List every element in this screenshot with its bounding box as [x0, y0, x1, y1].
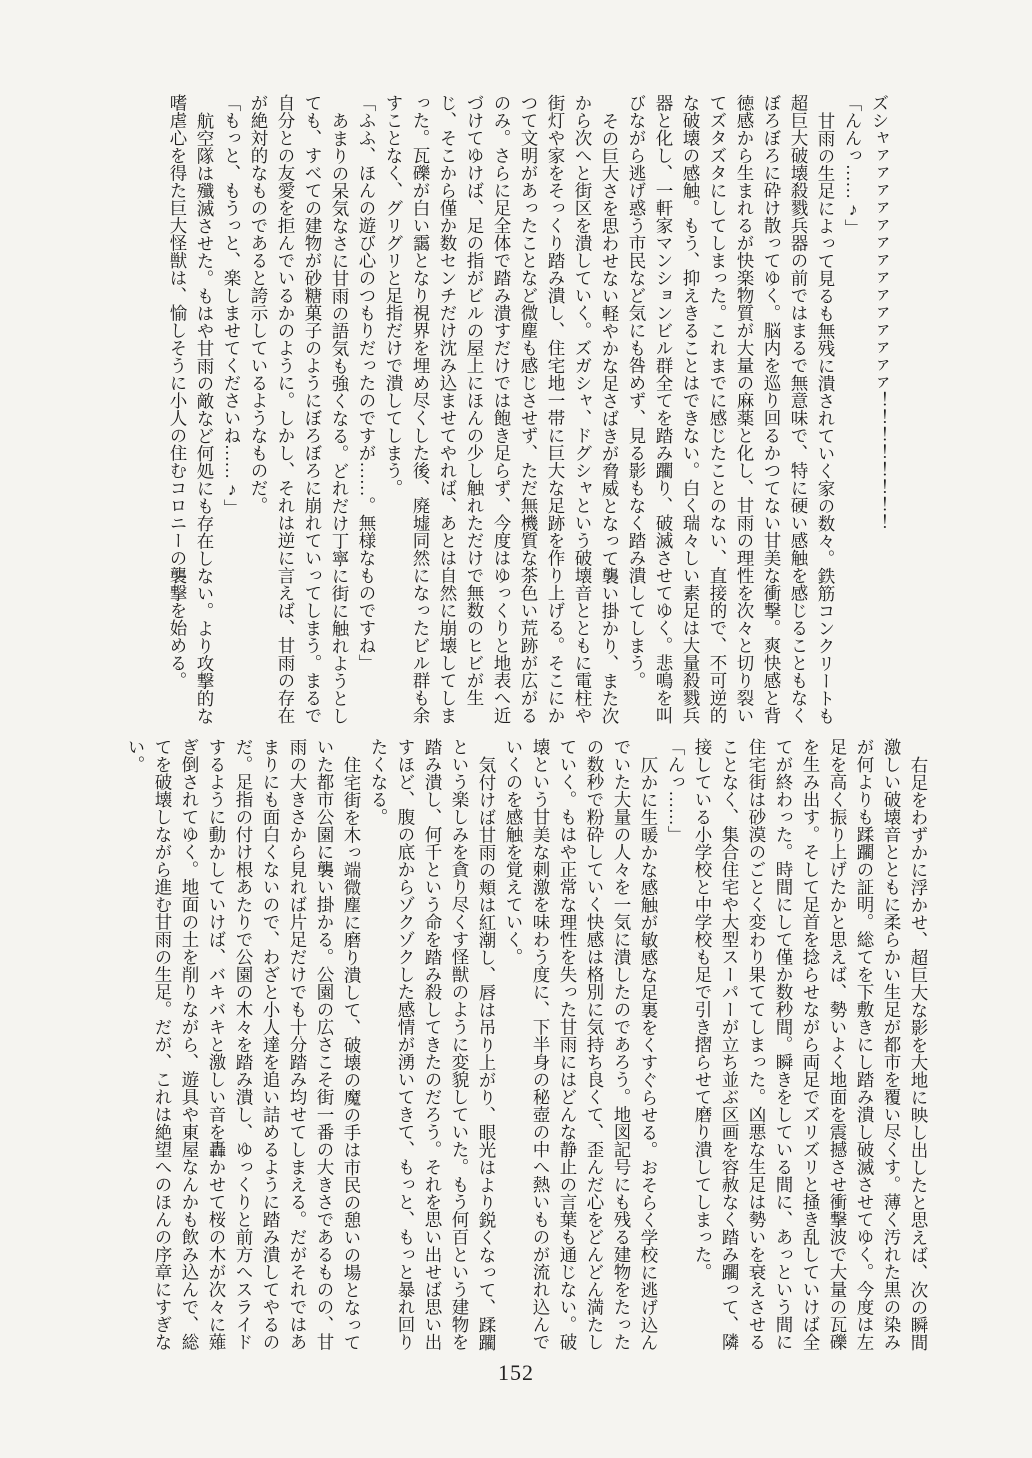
- paragraph: 「んんっ……♪」: [843, 94, 863, 237]
- paragraph: 航空隊は殲滅させた。もはや甘雨の敵など何処にも存在しない。より攻撃的な嗜虐心を得た巨大怪獣は、愉しそうに小人の住むコロニーの襲撃を始める。: [168, 94, 215, 724]
- paragraph: 甘雨の生足によって見るも無残に潰されていく家の数々。鉄筋コンクリートも超巨大破壊殺戮兵器の前ではまるで無意味で、特に硬い感触を感じることもなくぼろぼろに砕け散ってゆく。脳内を巡り回るかつてない甘美な衝撃。爽快感と背徳感から生まれるが快楽物質が大量の麻薬と化し、甘雨の理性を次々と切り裂いてズタズタにしてしまった。これまでに感じたことのない、直接的で、不可逆的な破壊の感触。もう、抑えきることはできない。白く瑞々しい素足は大量殺戮兵器と化し、一軒家マンションビル群全てを踏み躙り、破滅させてゆく。悲鳴を叫びながら逃げ惑う市民など気にも咎めず、見る影もなく踏み潰してしまう。: [627, 94, 836, 724]
- paragraph: 右足をわずかに浮かせ、超巨大な影を大地に映し出したと思えば、次の瞬間激しい破壊音とともに柔らかい生足が都市を覆い尽くす。薄く汚れた黒の染みが何よりも蹂躙の証明。総てを下敷きにし踏み潰し破滅させてゆく。今度は左足を高く振り上げたかと思えば、勢いよく地面を震撼させ衝撃波で大量の瓦礫を生み出す。そして足首を捻らせながら両足でズリズリと掻き乱していけば全てが終わった。時間にして僅か数秒間。瞬きをしている間に、あっという間に住宅街は砂漠のごとく変わり果ててしまった。凶悪な生足は勢いを衰えさせることなく、集合住宅や大型スーパーが立ち並ぶ区画を容赦なく踏み躙って、隣接している小学校と中学校も足で引き摺らせて磨り潰してしまった。: [693, 738, 929, 1351]
- bottom-text-block: [122, 738, 932, 1356]
- paragraph: 「ふふ、ほんの遊び心のつもりだったのですが……。無様なものですね」: [357, 94, 377, 672]
- paragraph: 住宅街を木っ端微塵に磨り潰して、破壊の魔の手は市民の憩いの場となっていた都市公園に襲い掛かる。公園の広さこそ街一番の大きさであるものの、甘雨の大きさから見れば片足だけでも十分踏み均せてしまえる。だがそれではあまりにも面白くないので、わざと小人達を追い詰めるように踏み潰してやるのだ。足指の付け根あたりで公園の木々を踏み潰し、ゆっくりと前方へスライドするように動かしていけば、バキバキと激しい音を轟かせて桜の木が次々に薙ぎ倒されてゆく。地面の土を削りながら、遊具や東屋なんかも飲み込んで、総てを破壊しながら進む甘雨の生足。だが、これは絶望へのほんの序章にすぎない。: [126, 738, 362, 1351]
- paragraph: 気付けば甘雨の頬は紅潮し、唇は吊り上がり、眼光はより鋭くなって、蹂躙という楽しみを貪り尽くす怪獣のように変貌していた。もう何百という建物を踏み潰し、何千という命を踏み殺してきたのだろう。それを思い出せば思い出すほど、腹の底からゾクゾクした感情が湧いてきて、もっと、もっと暴れ回りたくなる。: [369, 738, 497, 1351]
- paragraph: あまりの呆気なさに甘雨の語気も強くなる。どれだけ丁寧に街に触れようとしても、すべての建物が砂糖菓子のようにぼろぼろに崩れていってしまう。まるで自分との友愛を拒んでいるかのように。しかし、それは逆に言えば、甘雨の存在が絶対的なものであると誇示しているようなものだ。: [249, 94, 350, 724]
- paragraph: その巨大さを思わせない軽やかな足さばきが脅威となって襲い掛かり、また次から次へと街区を潰していく。ズガシャ、ドグシャという破壊音とともに電柱や街灯や家をそっくり踏み潰し、住宅地一帯に巨大な足跡を作り上げる。そこにかつて文明があったことなど微塵も感じさせず、ただ無機質な茶色い荒跡が広がるのみ。さらに足全体で踏み潰すだけでは飽き足らず、今度はゆっくりと地表へ近づけてゆけば、足の指がビルの屋上にほんの少し触れただけで無数のヒビが生じ、そこから僅か数センチだけ沈み込ませてやれば、あとは自然に崩壊してしまった。瓦礫が白い靄となり視界を埋め尽くした後、廃墟同然になったビル群も余すことなく、グリグリと足指だけで潰してしまう。: [384, 94, 620, 724]
- paragraph: 「もっと、もうっと、楽しませてくださいね……♪」: [222, 94, 242, 517]
- paragraph: 仄かに生暖かな感触が敏感な足裏をくすぐらせる。おそらく学校に逃げ込んでいた大量の人々を一気に潰したのであろう。地図記号にも残る建物をたったの数秒で粉砕していく快感は格別に気持ち良くて、歪んだ心をどんどん満たしていく。もはや正常な理性を失った甘雨にはどんな静止の言葉も通じない。破壊という甘美な刺激を味わう度に、下半身の秘壺の中へ熱いものが流れ込んでいくのを感触を覚えていく。: [504, 738, 659, 1351]
- top-text-block: [164, 94, 893, 726]
- paragraph: 「んっ……」: [666, 738, 686, 843]
- paragraph: ズシャァァァァァァァァァァァァァァ！！！！！！！！: [870, 94, 890, 532]
- page-number: 152: [498, 1360, 534, 1385]
